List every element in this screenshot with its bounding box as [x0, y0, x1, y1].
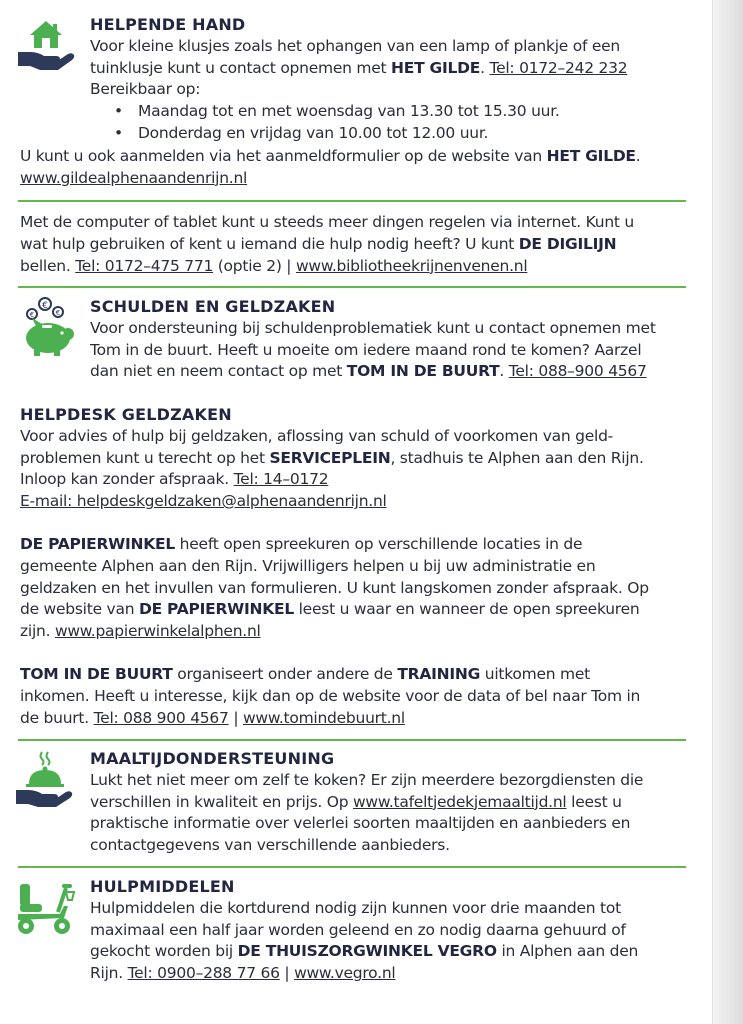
tom-website-link[interactable]: www.tomindebuurt.nl — [242, 708, 405, 727]
helpdesk-section — [20, 404, 644, 513]
papierwinkel-line-4: de website van DE PAPIERWINKEL leest u waar en wanneer de open spreekuren — [20, 600, 640, 619]
maaltijd-line-2: verschillen in kwaliteit en prijs. Op www.tafeltjedekjemaaltijd.nl leest u — [90, 792, 622, 811]
schulden-title: SCHULDEN EN GELDZAKEN — [90, 297, 336, 316]
digilijn-phone-link[interactable]: Tel: 0172–475 771 — [75, 256, 214, 275]
helpdesk-line-2: problemen kunt u terecht op het SERVICEPLEIN, stadhuis te Alphen aan den Rijn. — [20, 448, 644, 467]
hand-with-cloche-icon — [14, 750, 78, 808]
hand-with-house-icon — [16, 16, 78, 72]
tom-line-2: inkomen. Heeft u interesse, kijk dan op de website voor de data of bel naar Tom in — [20, 686, 641, 705]
section-divider — [18, 200, 686, 202]
maaltijd-line-4: contactgegevens van verschillende aanbieders. — [90, 836, 450, 855]
hulpmiddelen-line-4: Rijn. Tel: 0900–288 77 66 | www.vegro.nl — [90, 964, 396, 983]
hulpmiddelen-title: HULPMIDDELEN — [90, 877, 235, 896]
papierwinkel-section — [20, 534, 649, 643]
maaltijd-line-3: praktische informatie over velerlei soorten maaltijden en aanbieders en — [90, 814, 631, 833]
hulpmiddelen-line-2: maximaal een half jaar worden geleend en zo nodig daarna gehuurd of — [90, 920, 626, 939]
digilijn-section — [20, 212, 634, 277]
digilijn-line-3: bellen. Tel: 0172–475 771 (optie 2) | www.bibliotheekrijnenvenen.nl — [20, 256, 528, 275]
helpende-hand-line-1: Voor kleine klusjes zoals het ophangen van een lamp of plankje of een — [90, 36, 620, 55]
digilijn-line-1: Met de computer of tablet kunt u steeds meer dingen regelen via internet. Kunt u — [20, 213, 635, 231]
tom-section — [20, 664, 640, 729]
svg-text:€: € — [42, 301, 48, 311]
hulpmiddelen-section — [90, 876, 638, 985]
aanmeld-line: U kunt u ook aanmelden via het aanmeldformulier op de website van HET GILDE. — [20, 147, 641, 165]
vegro-website-link[interactable]: www.vegro.nl — [294, 964, 396, 983]
helpdesk-line-1: Voor advies of hulp bij geldzaken, aflossing van schuld of voorkomen van geld- — [20, 426, 614, 445]
piggy-bank-icon — [18, 296, 78, 358]
hulpmiddelen-line-1: Hulpmiddelen die kortdurend nodig zijn kunnen voor drie maanden tot — [90, 898, 621, 917]
bibliotheek-website-link[interactable]: www.bibliotheekrijnenvenen.nl — [295, 256, 528, 275]
papierwinkel-line-2: gemeente Alphen aan den Rijn. Vrijwilligers helpen u bij uw administratie en — [20, 556, 596, 575]
papierwinkel-line-3: geldzaken en het invullen van formulieren. U kunt langskomen zonder afspraak. Op — [20, 578, 649, 597]
maaltijd-line-1: Lukt het niet meer om zelf te koken? Er zijn meerdere bezorgdiensten die — [90, 770, 644, 789]
schulden-line-1: Voor ondersteuning bij schuldenproblematiek kunt u contact opnemen met — [90, 318, 656, 337]
section-divider — [18, 866, 686, 868]
page-edge — [712, 0, 743, 1024]
papierwinkel-website-link[interactable]: www.papierwinkelalphen.nl — [54, 622, 261, 641]
bereikbaar-label: Bereikbaar op: — [90, 80, 201, 99]
schulden-line-3: dan niet en neem contact op met TOM IN DE BUURT. Tel: 088–900 4567 — [90, 362, 647, 381]
helpdesk-line-3: Inloop kan zonder afspraak. Tel: 14–0172 — [20, 470, 329, 489]
helpdesk-phone-link[interactable]: Tel: 14–0172 — [233, 470, 329, 489]
het-gilde-phone-link[interactable]: Tel: 0172–242 232 — [489, 58, 628, 77]
tom-line-1: TOM IN DE BUURT organiseert onder andere de TRAINING uitkomen met — [20, 665, 590, 683]
opening-hours-list — [90, 101, 627, 145]
tom-phone-link[interactable]: Tel: 088–900 4567 — [508, 362, 647, 381]
papierwinkel-line-5: zijn. www.papierwinkelalphen.nl — [20, 622, 261, 641]
maaltijd-section — [90, 748, 643, 857]
helpende-hand-section — [90, 14, 627, 145]
schulden-line-2: Tom in de buurt. Heeft u moeite om iedere maand rond te komen? Aarzel — [90, 340, 642, 359]
tom-training-phone-link[interactable]: Tel: 088 900 4567 — [93, 708, 229, 727]
helpende-hand-footer — [20, 146, 640, 190]
section-divider — [18, 739, 686, 741]
tom-line-3: de buurt. Tel: 088 900 4567 | www.tomindebuurt.nl — [20, 708, 405, 727]
helpdesk-title: HELPDESK GELDZAKEN — [20, 405, 232, 424]
helpende-hand-title: HELPENDE HAND — [90, 15, 246, 34]
helpdesk-email-link[interactable]: E-mail: helpdeskgeldzaken@alphenaandenrijn.nl — [20, 492, 387, 511]
digilijn-line-2: wat hulp gebruiken of kent u iemand die hulp nodig heeft? U kunt DE DIGILIJN — [20, 234, 617, 253]
vegro-phone-link[interactable]: Tel: 0900–288 77 66 — [127, 964, 280, 983]
mobility-scooter-icon — [12, 878, 78, 938]
tafeltje-website-link[interactable]: www.tafeltjedekjemaaltijd.nl — [352, 792, 567, 811]
hulpmiddelen-line-3: gekocht worden bij DE THUISZORGWINKEL VEGRO in Alphen aan den — [90, 942, 639, 961]
papierwinkel-line-1: DE PAPIERWINKEL heeft open spreekuren op verschillende locaties in de — [20, 535, 583, 553]
list-item: • Donderdag en vrijdag van 10.00 tot 12.00 uur. — [114, 123, 627, 145]
svg-text:€: € — [29, 311, 35, 319]
list-item: • Maandag tot en met woensdag van 13.30 tot 15.30 uur. — [114, 101, 627, 123]
svg-text:€: € — [55, 309, 61, 317]
gilde-website-link[interactable]: www.gildealphenaandenrijn.nl — [20, 168, 248, 187]
schulden-section — [90, 296, 656, 383]
section-divider — [18, 286, 686, 288]
helpende-hand-line-2: tuinklusje kunt u contact opnemen met HET GILDE. Tel: 0172–242 232 — [90, 58, 628, 77]
maaltijd-title: MAALTIJDONDERSTEUNING — [90, 749, 335, 768]
